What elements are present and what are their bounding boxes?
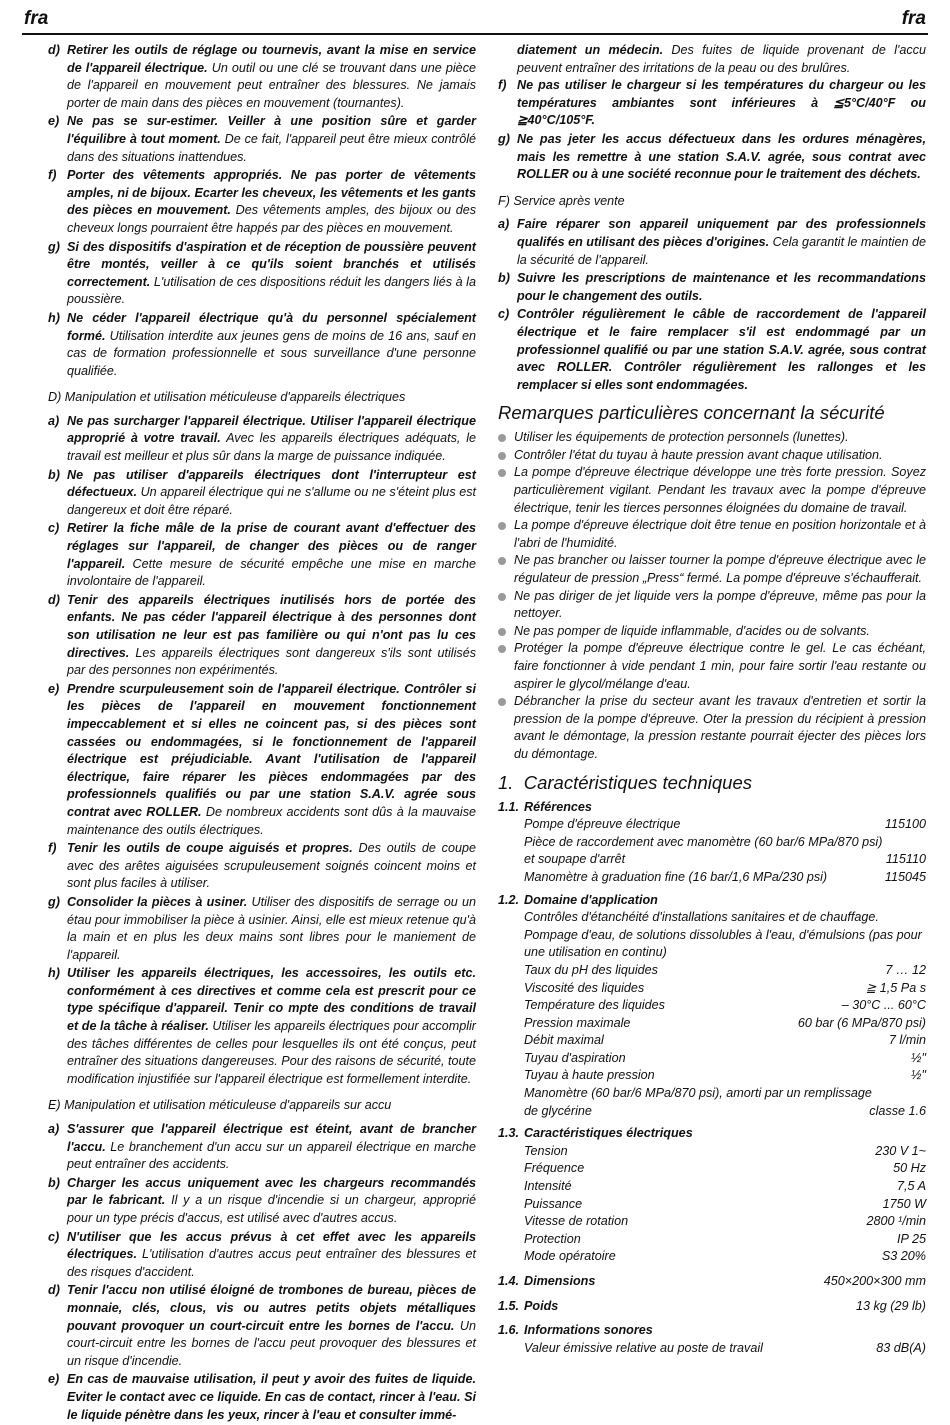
spec-key: Protection — [524, 1231, 581, 1246]
spec-key: Pièce de raccordement avec manomètre (60 bar/6 MPa/870 psi) — [524, 834, 883, 849]
item-text — [67, 520, 476, 590]
item-plain-text: De ce fait, l'appareil peut être mieux contrôlé dans des situations inattendues. — [67, 131, 476, 164]
item-plain-text: Utiliser des dispositifs de serrage ou un étau pour immobiliser la pièce à usinier. Ainsi, elle est mieux retenue qu'à la main et en plus les deux mains sont libres pour le maniement de l'appareil. — [67, 894, 476, 962]
subsection-noise — [498, 1322, 926, 1340]
item-text — [67, 1175, 476, 1228]
item-bold-text: Porter des vêtements appropriés. Ne pas porter de vêtements amples, ni de bijoux. Ecarter les cheveux, les vêtements et les gants des pièces en mouvement. — [67, 168, 476, 218]
subsection-title: Domaine d'application — [524, 892, 658, 907]
bullet-icon — [498, 640, 514, 693]
section-f-heading: F) Service après vente — [498, 193, 625, 208]
item-plain-text: L'utilisation de ces dispositions réduit les dangers liés à la poussière. — [67, 274, 476, 307]
spec-row — [498, 1160, 926, 1178]
item-bold-text: Ne pas utiliser d'appareils électriques dont l'interrupteur est défectueux. — [67, 467, 476, 500]
spec-row — [498, 962, 926, 980]
item-bold-text: S'assurer que l'appareil électrique est éteint, avant de brancher l'accu. — [67, 1122, 476, 1154]
spec-key: Mode opératoire — [524, 1249, 616, 1264]
bullet-text: Ne pas brancher ou laisser tourner la pompe d'épreuve électrique avec le régulateur de pression „Press“ fermé. La pompe d'épreuve s'échaufferait. — [514, 553, 926, 586]
item-text — [67, 1229, 476, 1282]
bullet-item — [498, 447, 926, 465]
spec-value: S3 20% — [881, 1249, 926, 1264]
list-item — [48, 239, 476, 309]
list-item — [48, 520, 476, 590]
bullet-item — [498, 517, 926, 552]
subsection-number: 1.6. — [498, 1323, 520, 1338]
item-label: b) — [48, 1175, 60, 1190]
item-text — [67, 592, 476, 680]
spec-row — [498, 1196, 926, 1214]
continued-bold: diatement un médecin. — [517, 43, 664, 57]
section-d-heading: D) Manipulation et utilisation méticuleuse d'appareils électriques — [48, 390, 406, 405]
item-bold-text: Suivre les prescriptions de maintenance et les recommandations pour le changement des outils. — [517, 271, 926, 303]
item-plain-text: Cette mesure de sécurité empêche une mise en marche involontaire de l'appareil. — [67, 556, 476, 589]
item-bold-text: Ne pas utiliser le chargeur si les températures du chargeur ou les températures ambiantes sont inférieures à ≦5°C/40°F ou ≧40°C/105°F. — [517, 78, 926, 128]
bullet-text: Protéger la pompe d'épreuve électrique contre le gel. Le cas échéant, faire fonctionner à vide pendant 1 min, pour faire sortir l'eau restante ou aspirer le glycol/mélange d'eau. — [514, 641, 926, 691]
spec-key: Vitesse de rotation — [524, 1214, 629, 1229]
bullet-text: Ne pas pomper de liquide inflammable, d'acides ou de solvants. — [514, 623, 870, 638]
bullet-icon — [498, 464, 514, 517]
list-item — [48, 1229, 476, 1282]
list-item — [48, 592, 476, 680]
item-plain-text: Des outils de coupe avec des arêtes aiguisées scrupuleusement soignés coincent moins et sont plus faciles à utiliser. — [67, 841, 476, 891]
item-bold-text: Charger les accus uniquement avec les chargeurs recommandés par le fabricant. — [67, 1175, 476, 1208]
bullet-item — [498, 429, 926, 447]
subsection-references — [498, 799, 926, 817]
section-d-list — [48, 413, 476, 1089]
spec-value: 230 V 1~ — [875, 1143, 926, 1158]
spec-row — [498, 851, 926, 869]
item-bold-text: Consolider la pièces à usiner. — [67, 894, 248, 909]
item-label: a) — [48, 413, 60, 428]
spec-row — [498, 1067, 926, 1085]
spec-key: Taux du pH des liquides — [524, 962, 658, 977]
item-label: f) — [48, 841, 57, 856]
item-label: e) — [48, 681, 60, 696]
continued-plain: Des fuites de liquide provenant de l'accu peuvent entraîner des irritations de la peau ou des brulûres. — [517, 43, 927, 75]
bullet-icon — [498, 552, 514, 587]
subsection-title: Caractéristiques électriques — [524, 1126, 693, 1141]
spec-key: Pression maximale — [524, 1015, 631, 1030]
electrical-table — [498, 1143, 926, 1266]
list-item — [48, 42, 476, 112]
item-plain-text: Cela garantit le maintien de la sécurité de l'appareil. — [517, 234, 926, 267]
item-text — [67, 1282, 476, 1370]
page-language-right: fra — [901, 8, 926, 29]
item-bold-text: Utiliser les appareils électriques, les accessoires, les outils etc. conformément à ces directives et comme cela est prescrit pour ce type spécifique d'appareil. Tenir co mpte des conditions de travail et de la tâche à réaliser. — [67, 966, 476, 1034]
spec-value: 60 bar (6 MPa/870 psi) — [797, 1015, 926, 1030]
spec-value: 115110 — [885, 852, 926, 867]
subsection-number: 1.3. — [498, 1126, 520, 1141]
item-bold-text: Ne pas surcharger l'appareil électrique. Utiliser l'appareil électrique approprié à votre travail. — [67, 413, 476, 446]
list-item — [48, 965, 476, 1088]
item-label: e) — [48, 1372, 60, 1387]
item-text — [67, 413, 476, 466]
item-plain-text: Utilisation interdite aux jeunes gens de moins de 16 ans, sauf en cas de formation professionnelle et sous surveillance d'une personne qualifiée. — [67, 328, 476, 378]
spec-row — [498, 1340, 926, 1358]
item-label: c) — [498, 307, 510, 322]
item-label: d) — [48, 1283, 60, 1298]
spec-value: ½" — [911, 1050, 926, 1065]
section-e-heading: E) Manipulation et utilisation méticuleuse d'appareils sur accu — [48, 1098, 392, 1113]
header-rule — [22, 33, 928, 35]
item-plain-text: Avec les appareils électriques adéquats, le travail est meilleur et plus sûr dans la marge de puissance indiquée. — [67, 431, 476, 464]
list-item — [48, 1121, 476, 1174]
item-plain-text: Un outil ou une clé se trouvant dans une pièce de l'appareil en mouvement peut entraîner des blessures. Ne jamais porter de main dans des pièces en mouvement (tournantes). — [67, 60, 476, 110]
item-text — [67, 310, 476, 380]
bullet-icon — [498, 447, 514, 465]
item-text — [517, 131, 926, 184]
spec-value: 450×200×300 mm — [823, 1274, 926, 1288]
item-bold-text: N'utiliser que les accus prévus à cet effet avec les appareils électriques. — [67, 1229, 476, 1262]
section-e-list-continued — [498, 77, 926, 184]
list-item — [498, 216, 926, 269]
spec-value: 2800 ¹/min — [866, 1214, 926, 1229]
spec-value: – 30°C ... 60°C — [841, 998, 926, 1013]
item-plain-text: Des vêtements amples, des bijoux ou des cheveux longs pourraient être happés par des pièces en mouvement. — [67, 203, 476, 235]
spec-key: Tension — [524, 1143, 568, 1158]
spec-row — [498, 834, 926, 852]
section-e-list — [48, 1121, 476, 1424]
spec-key: Viscosité des liquides — [524, 980, 645, 995]
item-bold-text: Si des dispositifs d'aspiration et de réception de poussière peuvent être montés, veiller à ce qu'ils soient branchés et utilisés correctement. — [67, 239, 476, 289]
list-item — [48, 113, 476, 166]
spec-key: Tuyau à haute pression — [524, 1068, 655, 1083]
spec-value: classe 1.6 — [869, 1103, 926, 1118]
item-text — [67, 681, 476, 839]
item-label: h) — [48, 310, 60, 325]
spec-value: 1750 W — [882, 1196, 926, 1211]
spec-value: 115045 — [884, 869, 926, 884]
spec-row — [498, 1015, 926, 1033]
item-text — [517, 77, 926, 130]
tech-heading-title: Caractéristiques techniques — [523, 771, 753, 793]
item-label: b) — [48, 467, 60, 482]
item-label: f) — [498, 78, 507, 93]
item-label: a) — [48, 1122, 60, 1137]
item-plain-text: L'utilisation d'autres accus peut entraîner des blessures et des risques d'accident. — [67, 1247, 476, 1279]
spec-row — [498, 1231, 926, 1249]
spec-value: ½" — [911, 1068, 926, 1083]
item-bold-text: Tenir les outils de coupe aiguisés et propres. — [67, 841, 353, 856]
spec-row — [498, 1103, 926, 1121]
subsection-number: 1.2. — [498, 892, 520, 907]
page-language-left: fra — [24, 8, 49, 29]
bullet-text: Contrôler l'état du tuyau à haute pression avant chaque utilisation. — [514, 447, 883, 462]
tech-heading — [498, 772, 926, 794]
subsection-number: 1.5. — [498, 1298, 520, 1313]
list-item — [498, 270, 926, 305]
spec-row — [498, 997, 926, 1015]
item-text — [67, 1121, 476, 1174]
spec-key: Débit maximal — [524, 1033, 604, 1048]
item-label: d) — [48, 592, 60, 607]
bullet-icon — [498, 693, 514, 763]
spec-row — [498, 980, 926, 998]
item-label: c) — [48, 1229, 60, 1244]
item-label: g) — [48, 239, 60, 254]
left-column — [48, 42, 476, 1425]
item-plain-text: De nombreux accidents sont dûs à la mauvaise maintenance des outils électriques. — [67, 804, 477, 837]
spec-value: 7,5 A — [897, 1179, 926, 1194]
list-item — [498, 131, 926, 184]
spec-row — [498, 1032, 926, 1050]
bullet-text: Utiliser les équipements de protection personnels (lunettes). — [514, 430, 849, 445]
subsection-title: Références — [524, 799, 592, 814]
spec-row — [498, 1143, 926, 1161]
spec-key: Pompe d'épreuve électrique — [524, 817, 681, 832]
subsection-application — [498, 892, 926, 910]
item-text — [517, 306, 926, 394]
item-label: h) — [48, 966, 60, 981]
spec-key: Tuyau d'aspiration — [524, 1050, 626, 1065]
item-text — [67, 239, 476, 309]
spec-value: IP 25 — [897, 1231, 926, 1246]
item-bold-text: Tenir des appareils électriques inutilisés hors de portée des enfants. Ne pas céder l'appareil électrique à des personnes dont son utilisation ne leur est pas familière ou qui n'ont pas lu ces directives. — [67, 592, 476, 660]
application-text-2: Pompage d'eau, de solutions dissolubles à l'eau, d'émulsions (pas pour une utilisation en continu) — [524, 927, 922, 960]
list-item — [48, 467, 476, 520]
bullet-icon — [498, 623, 514, 641]
item-plain-text: Il y a un risque d'incendie si un chargeur, approprié pour un type précis d'accus, est utilisé avec d'autres accus. — [67, 1193, 476, 1225]
list-item — [48, 894, 476, 964]
list-item — [498, 77, 926, 130]
list-item — [48, 1371, 476, 1424]
spec-value: 115100 — [884, 817, 926, 832]
bullet-item — [498, 623, 926, 641]
list-item — [498, 306, 926, 394]
spec-row — [498, 1248, 926, 1266]
item-label: c) — [48, 521, 60, 536]
application-text-1: Contrôles d'étanchéité d'installations sanitaires et de chauffage. — [524, 910, 879, 925]
subsection-dimensions — [498, 1273, 926, 1291]
item-bold-text: Tenir l'accu non utilisé éloigné de trombones de bureau, pièces de monnaie, clés, clous, vis ou autres petits objets métalliques pouvant provoquer un court-circuit entre les bornes de l'accu. — [67, 1283, 476, 1333]
item-label: f) — [48, 168, 57, 183]
spec-value: 50 Hz — [893, 1161, 926, 1176]
item-bold-text: Ne céder l'appareil électrique qu'à du personnel spécialement formé. — [67, 310, 476, 343]
subsection-weight — [498, 1298, 926, 1316]
item-bold-text: Contrôler régulièrement le câble de raccordement de l'appareil électrique et le faire remplacer s'il est endommagé par un professionnel qualifié ou par une station S.A.V. agrée, sous contrat avec ROLLER. Contrôler régulièrement les rallonges et les remplacer si elles sont endommagées. — [517, 307, 926, 392]
bullet-icon — [498, 429, 514, 447]
spec-key: Manomètre à graduation fine (16 bar/1,6 MPa/230 psi) — [524, 869, 828, 884]
application-text-3: Manomètre (60 bar/6 MPa/870 psi), amorti par un remplissage — [524, 1086, 872, 1101]
spec-key: de glycérine — [524, 1103, 592, 1118]
item-plain-text: Le branchement d'un accu sur un appareil électrique en marche peut entraîner des accidents. — [67, 1139, 476, 1172]
item-bold-text: Ne pas se sur-estimer. Veiller à une position sûre et garder l'équilibre à tout moment. — [67, 114, 476, 146]
bullet-text: La pompe d'épreuve électrique développe une très forte pression. Soyez particulièrement vigilant. Pendant les travaux avec la pompe d'épreuve électrique, tenir les tierces personnes éloignées du domaine de travail. — [514, 465, 926, 515]
list-item — [48, 1282, 476, 1370]
subsection-title: Informations sonores — [524, 1323, 653, 1338]
spec-row — [498, 1178, 926, 1196]
spec-value: ≧ 1,5 Pa s — [865, 980, 926, 995]
list-item — [48, 1175, 476, 1228]
bullet-text: Ne pas diriger de jet liquide vers la pompe d'épreuve, même pas pour la nettoyer. — [514, 588, 926, 621]
item-plain-text: Utiliser les appareils électriques pour accomplir des tâches différentes de celles pour lesquelles ils ont été conçus, peut entraîner des situations dangereuses. Pour des raisons de sécurité, toute modification injustifiée sur l'appareil électrique est formellement interdite. — [67, 1019, 476, 1086]
item-bold-text: En cas de mauvaise utilisation, il peut y avoir des fuites de liquide. Eviter le contact avec ce liquide. En cas de contact, rincer à l'eau. Si le liquide pénètre dans les yeux, rincer à l'eau et consulter immé- — [67, 1372, 476, 1422]
item-text — [67, 167, 476, 237]
item-bold-text: Prendre scurpuleusement soin de l'appareil électrique. Contrôler si les pièces de l'appareil en mouvement fonctionnement impeccablement et si elles ne coincent pas, si des pièces sont cassées ou endommagées, si le fonctionnement de l'appareil électrique est préjudiciable. Avant l'utilisation de l'appareil électrique, faire réparer les pièces endommagées par des professionnels qualifiés ou par une station S.A.V. agrée sous contrat avec ROLLER. — [67, 681, 476, 819]
remarks-list — [498, 429, 926, 763]
item-text — [67, 42, 476, 112]
spec-key: Température des liquides — [524, 998, 665, 1013]
bullet-item — [498, 640, 926, 693]
spec-row — [498, 816, 926, 834]
safety-list-continued — [48, 42, 476, 380]
subsection-number: 1.1. — [498, 799, 520, 814]
item-text — [67, 467, 476, 520]
section-f-list — [498, 216, 926, 394]
list-item — [48, 167, 476, 237]
item-label: g) — [498, 131, 510, 146]
bullet-text: La pompe d'épreuve électrique doit être tenue en position horizontale et à l'abri de l'humidité. — [514, 518, 926, 550]
bullet-item — [498, 693, 926, 763]
spec-key: Valeur émissive relative au poste de travail — [524, 1340, 763, 1355]
bullet-icon — [498, 588, 514, 623]
item-label: d) — [48, 43, 60, 57]
item-plain-text: Les appareils électriques sont dangereux s'ils sont utilisés par des personnes non expérimentés. — [67, 645, 476, 678]
item-text — [517, 216, 926, 269]
item-label: e) — [48, 114, 60, 129]
item-text — [67, 840, 476, 893]
item-bold-text: Retirer la fiche mâle de la prise de courant avant d'effectuer des réglages sur l'appareil, de changer des pièces ou de ranger l'appareil. — [67, 521, 476, 571]
item-label: b) — [498, 271, 510, 286]
spec-row — [498, 869, 926, 887]
spec-value: 13 kg (29 lb) — [855, 1298, 926, 1313]
item-label: g) — [48, 894, 60, 909]
item-plain-text: Un appareil électrique qui ne s'allume ou ne s'éteint plus est dangereux et doit être réparé. — [67, 485, 476, 517]
remarks-heading: Remarques particulières concernant la sécurité — [498, 402, 885, 424]
list-item — [48, 681, 476, 839]
spec-key: Intensité — [524, 1179, 572, 1194]
list-item — [48, 413, 476, 466]
item-bold-text: Faire réparer son appareil uniquement par des professionnels qualifés en utilisant des pièces d'origines. — [517, 217, 926, 249]
list-item — [48, 310, 476, 380]
item-plain-text: Un court-circuit entre les bornes de l'accu peut provoquer des blessures et un risque d'incendie. — [67, 1318, 476, 1368]
item-text — [67, 113, 476, 166]
bullet-item — [498, 552, 926, 587]
spec-row — [498, 1213, 926, 1231]
bullet-item — [498, 588, 926, 623]
item-text — [517, 270, 926, 305]
item-bold-text: Ne pas jeter les accus défectueux dans les ordures ménagères, mais les remettre à une station S.A.V. agrée, sous contrat avec ROLLER ou à une société reconnue pour le traitement des déchets. — [517, 131, 926, 182]
subsection-title: Poids — [524, 1298, 559, 1313]
bullet-icon — [498, 517, 514, 552]
item-text — [67, 965, 476, 1088]
application-table — [498, 962, 926, 1085]
spec-key: et soupape d'arrêt — [524, 852, 626, 867]
item-text — [67, 894, 476, 964]
item-label: a) — [498, 217, 510, 232]
continued-text — [498, 42, 926, 77]
subsection-electrical — [498, 1125, 926, 1143]
bullet-text: Débrancher la prise du secteur avant les travaux d'entretien et sortir la pression de la pompe d'épreuve. Oter la pression du récipient à pression avant le démontage, la pression restante pourrait éjecter des pièces lors du démontage. — [514, 694, 926, 761]
bullet-item — [498, 464, 926, 517]
item-bold-text: Retirer les outils de réglage ou tournevis, avant la mise en service de l'appareil électrique. — [67, 43, 476, 75]
spec-value: 7 … 12 — [885, 962, 926, 977]
list-item — [48, 840, 476, 893]
spec-value: 7 l/min — [888, 1033, 926, 1048]
spec-key: Puissance — [524, 1196, 583, 1211]
subsection-title: Dimensions — [524, 1274, 596, 1288]
spec-value: 83 dB(A) — [876, 1340, 926, 1355]
right-column — [498, 42, 926, 1357]
spec-key: Fréquence — [524, 1161, 585, 1176]
spec-row — [498, 1050, 926, 1068]
tech-heading-number: 1. — [498, 771, 514, 793]
subsection-number: 1.4. — [498, 1274, 520, 1288]
item-text — [67, 1371, 476, 1424]
references-table — [498, 816, 926, 886]
